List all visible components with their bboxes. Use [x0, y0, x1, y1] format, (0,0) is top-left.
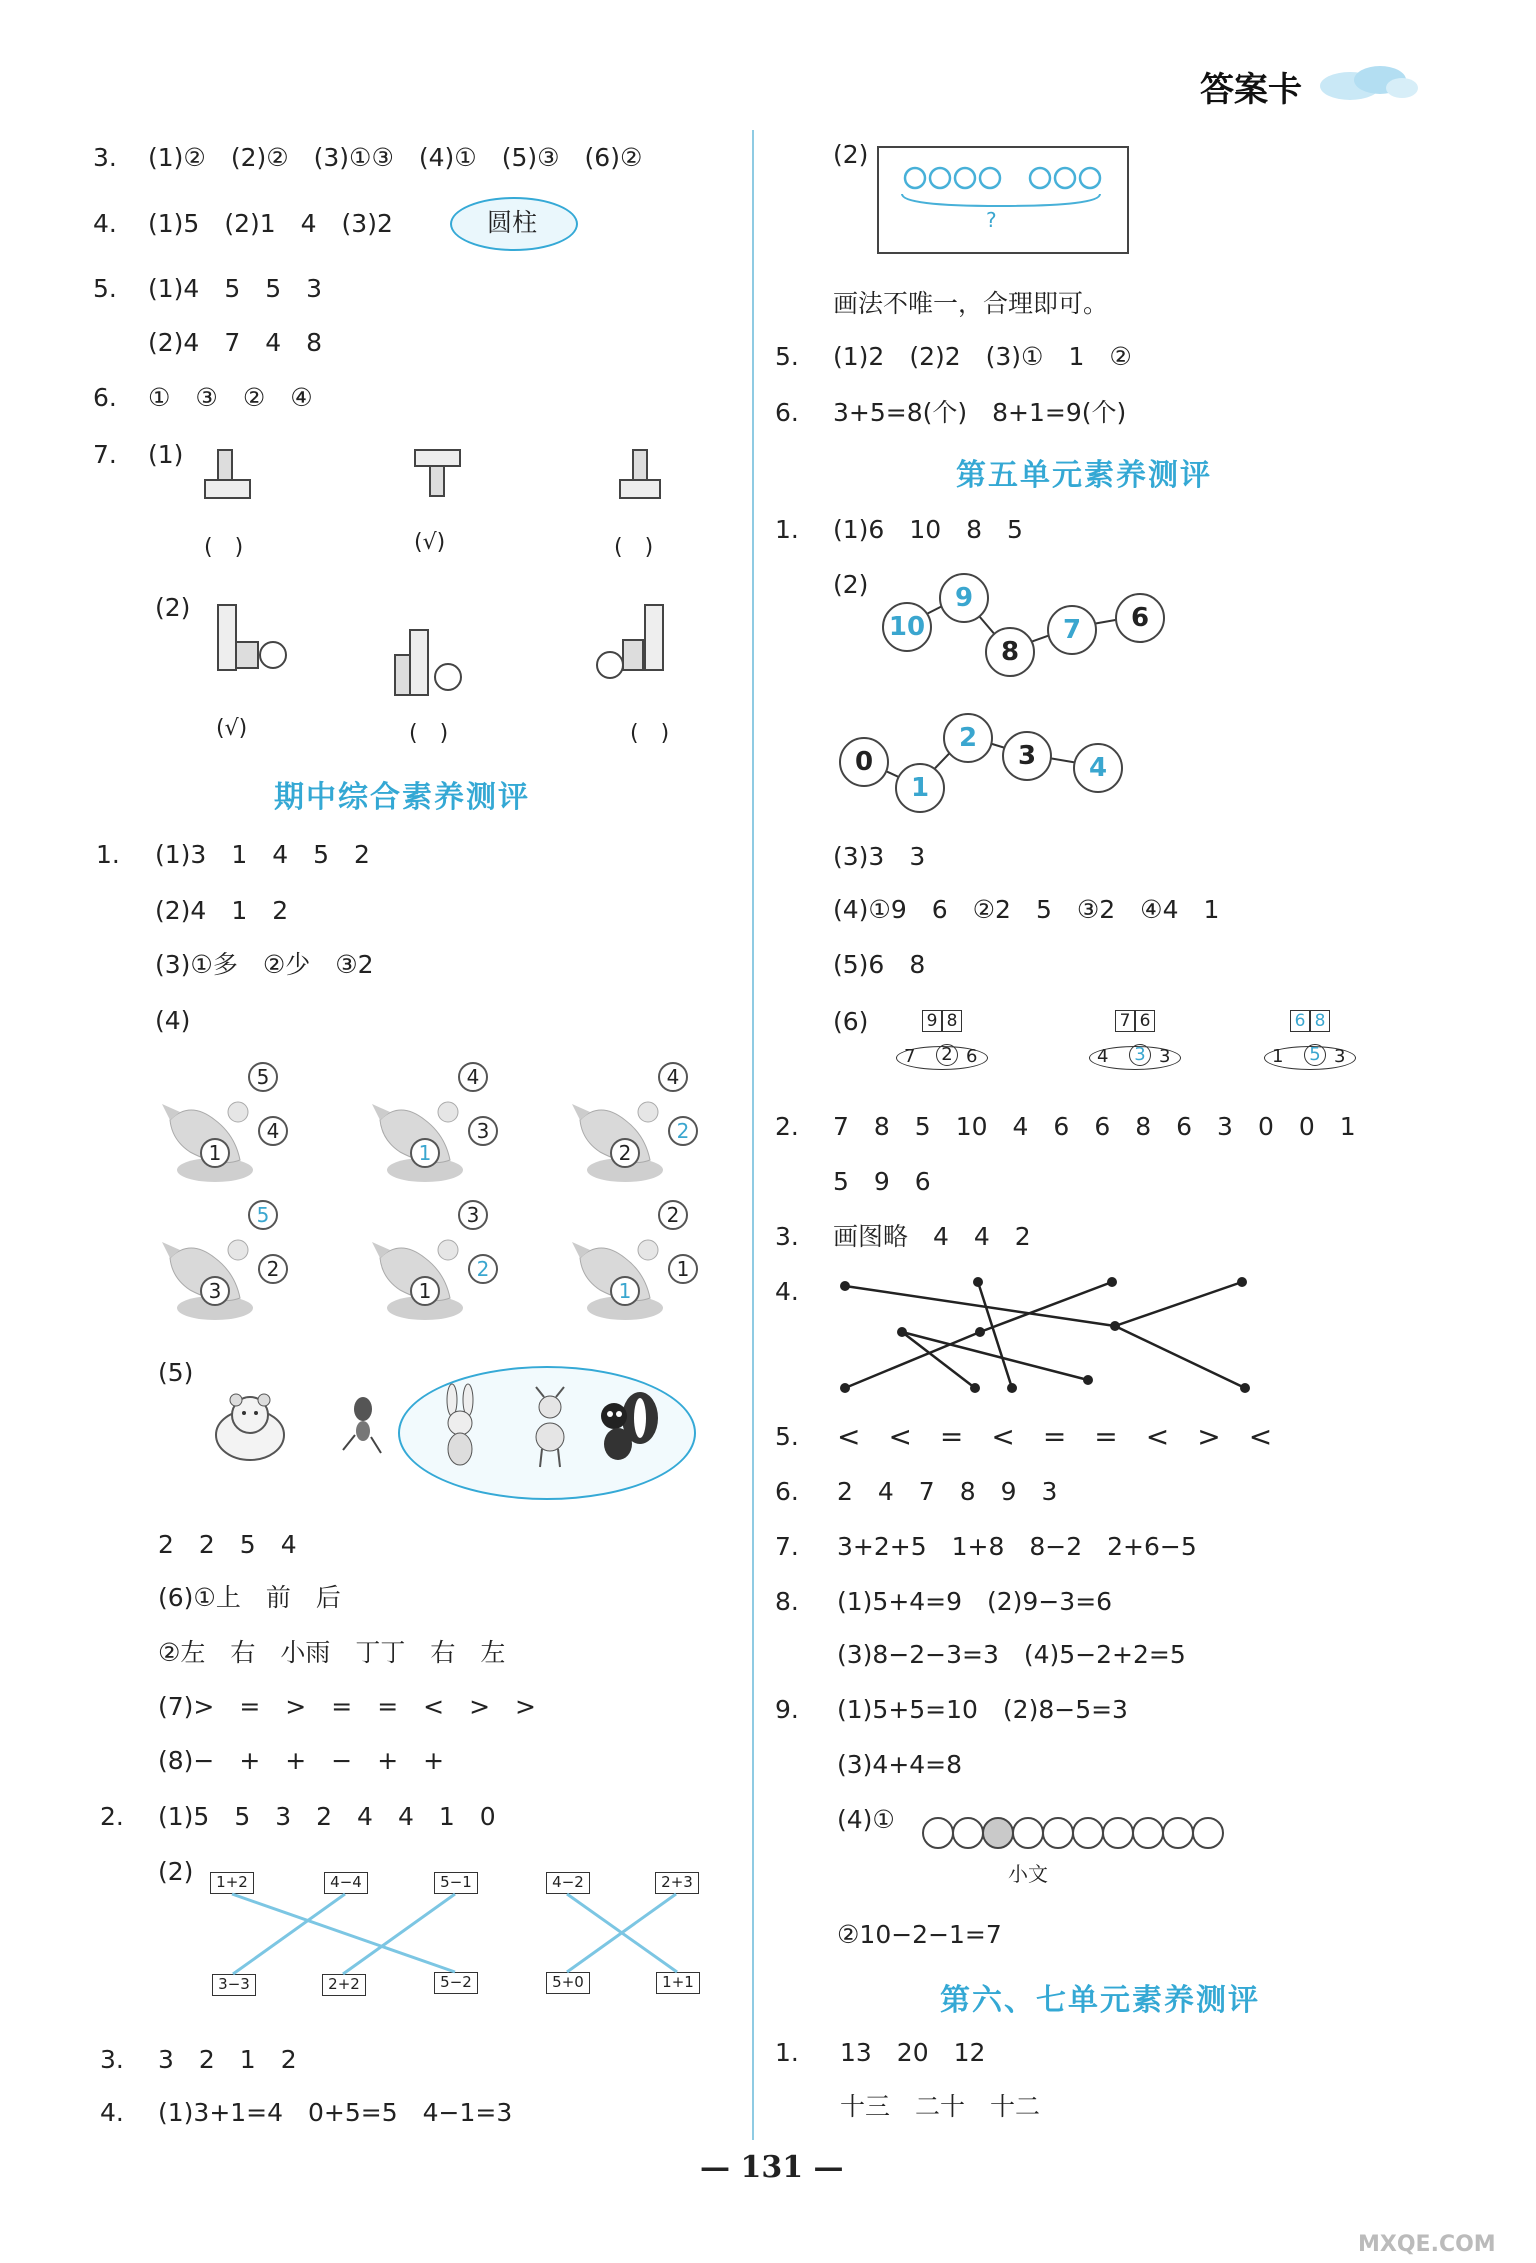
- q7-mark: ( ): [204, 535, 244, 560]
- r-q4-2-label: (2): [833, 140, 869, 169]
- q3-answer: (1)② (2)② (3)①③ (4)① (5)③ (6)②: [148, 143, 643, 172]
- queue-caption: 小文: [1008, 1862, 1048, 1886]
- u5-q9-l2: (3)4+4=8: [837, 1750, 963, 1779]
- split-value: 3: [1334, 1046, 1346, 1067]
- q7-number: 7.: [93, 440, 117, 469]
- u5-q6-number: 6.: [775, 1477, 799, 1506]
- split-value: 3: [1159, 1046, 1171, 1067]
- q4-answer: (1)5 (2)1 4 (3)2: [148, 209, 393, 238]
- q5-line1: (1)4 5 5 3: [148, 274, 323, 303]
- mid-q1-l3: (3)①多 ②少 ③2: [155, 950, 374, 979]
- split-value: 5: [1304, 1044, 1326, 1066]
- q6-answer: ① ③ ② ④: [148, 383, 313, 412]
- u5-q3-answer: 画图略 4 4 2: [833, 1222, 1031, 1251]
- u5-q8-number: 8.: [775, 1587, 799, 1616]
- queue-circle: [1102, 1817, 1134, 1849]
- chain-number: 6: [1115, 593, 1165, 643]
- match-box-bottom: 3−3: [212, 1974, 256, 1996]
- u5-q2-l1: 7 8 5 10 4 6 6 8 6 3 0 0 1: [833, 1112, 1356, 1141]
- q7-part2: (2): [155, 593, 191, 622]
- mid-q1-l7: (7)> = > = = < > >: [158, 1692, 536, 1721]
- number-ball: 2: [258, 1254, 288, 1284]
- u5-q1-l1: (1)6 10 8 5: [833, 515, 1023, 544]
- queue-circle: [1162, 1817, 1194, 1849]
- number-ball: 5: [248, 1062, 278, 1092]
- u5-q1-l5: (5)6 8: [833, 950, 926, 979]
- chain-number: 4: [1073, 743, 1123, 793]
- queue-circle: [1072, 1817, 1104, 1849]
- queue-circle: [1192, 1817, 1224, 1849]
- section-title-midterm: 期中综合素养测评: [274, 780, 530, 815]
- u5-q2-l2: 5 9 6: [833, 1167, 931, 1196]
- mid-q2-l1: (1)5 5 3 2 4 4 1 0: [158, 1802, 496, 1831]
- u5-q5-number: 5.: [775, 1422, 799, 1451]
- q7-mark: ( ): [630, 721, 670, 746]
- u5-q1-l3: (3)3 3: [833, 842, 926, 871]
- match-box-top: 1+2: [210, 1872, 254, 1894]
- number-ball: 1: [200, 1138, 230, 1168]
- number-ball: 4: [458, 1062, 488, 1092]
- u5-q7-number: 7.: [775, 1532, 799, 1561]
- page-number: — 131 —: [700, 2150, 844, 2185]
- mid-q2-number: 2.: [100, 1802, 124, 1831]
- split-box: 6: [1135, 1010, 1155, 1032]
- split-value: 7: [904, 1046, 916, 1067]
- q7-part1: (1): [148, 440, 184, 469]
- u5-q9-l3: (4)①: [837, 1805, 895, 1834]
- u5-q4-number: 4.: [775, 1277, 799, 1306]
- chain-number: 10: [882, 602, 932, 652]
- mid-q4-answer: (1)3+1=4 0+5=5 4−1=3: [158, 2098, 513, 2127]
- number-ball: 1: [668, 1254, 698, 1284]
- mid-q1-l1: (1)3 1 4 5 2: [155, 840, 370, 869]
- number-ball: 2: [668, 1116, 698, 1146]
- q6-number: 6.: [93, 383, 117, 412]
- mid-q1-l6a: (6)①上 前 后: [158, 1583, 341, 1612]
- split-box: 8: [1310, 1010, 1330, 1032]
- mid-q1-l5-answer: 2 2 5 4: [158, 1530, 297, 1559]
- split-box: 6: [1290, 1010, 1310, 1032]
- u5-q8-l2: (3)8−2−3=3 (4)5−2+2=5: [837, 1640, 1186, 1669]
- queue-circle: [982, 1817, 1014, 1849]
- chain-number: 9: [939, 573, 989, 623]
- q7-mark: (√): [414, 530, 446, 555]
- r-q5-answer: (1)2 (2)2 (3)① 1 ②: [833, 342, 1132, 371]
- header-title: 答案卡: [1200, 70, 1302, 110]
- q7-mark: (√): [216, 716, 248, 741]
- q5-line2: (2)4 7 4 8: [148, 328, 323, 357]
- split-value: 3: [1129, 1044, 1151, 1066]
- number-ball: 4: [258, 1116, 288, 1146]
- queue-circle: [1012, 1817, 1044, 1849]
- number-ball: 4: [658, 1062, 688, 1092]
- queue-circle: [952, 1817, 984, 1849]
- chain-number: 3: [1002, 731, 1052, 781]
- cylinder-label: 圆柱: [487, 208, 538, 237]
- u67-q1-number: 1.: [775, 2038, 799, 2067]
- section-title-unit67: 第六、七单元素养测评: [940, 1983, 1260, 2018]
- split-value: 4: [1097, 1046, 1109, 1067]
- split-box: 7: [1115, 1010, 1135, 1032]
- match-box-top: 5−1: [434, 1872, 478, 1894]
- line-matching-diagram: [830, 1270, 1260, 1400]
- number-ball: 2: [468, 1254, 498, 1284]
- u5-q1-l6: (6): [833, 1007, 869, 1036]
- u67-q1-l2: 十三 二十 十二: [840, 2092, 1041, 2121]
- number-ball: 5: [248, 1200, 278, 1230]
- mid-q4-number: 4.: [100, 2098, 124, 2127]
- u5-q9-l4: ②10−2−1=7: [837, 1920, 1002, 1949]
- chain-number: 8: [985, 627, 1035, 677]
- section-title-unit5: 第五单元素养测评: [956, 458, 1212, 493]
- u67-q1-l1: 13 20 12: [840, 2038, 986, 2067]
- q7-mark: ( ): [614, 535, 654, 560]
- u5-q1-l4: (4)①9 6 ②2 5 ③2 ④4 1: [833, 895, 1220, 924]
- q7-mark: ( ): [409, 721, 449, 746]
- u5-q9-number: 9.: [775, 1695, 799, 1724]
- r-q6-answer: 3+5=8(个) 8+1=9(个): [833, 398, 1127, 427]
- match-box-bottom: 1+1: [656, 1972, 700, 1994]
- r-note: 画法不唯一，合理即可。: [833, 289, 1109, 318]
- r-q5-number: 5.: [775, 342, 799, 371]
- u5-q2-number: 2.: [775, 1112, 799, 1141]
- queue-circle: [1042, 1817, 1074, 1849]
- q5-number: 5.: [93, 274, 117, 303]
- split-box: 8: [942, 1010, 962, 1032]
- queue-circle: [922, 1817, 954, 1849]
- number-ball: 1: [610, 1276, 640, 1306]
- number-ball: 2: [610, 1138, 640, 1168]
- match-box-top: 2+3: [655, 1872, 699, 1894]
- queue-circle: [1132, 1817, 1164, 1849]
- mid-q1-l2: (2)4 1 2: [155, 896, 289, 925]
- split-value: 2: [936, 1044, 958, 1066]
- u5-q5-answer: < < = < = = < > <: [837, 1420, 1273, 1453]
- u5-q8-l1: (1)5+4=9 (2)9−3=6: [837, 1587, 1113, 1616]
- mid-q3-answer: 3 2 1 2: [158, 2045, 297, 2074]
- u5-q9-l1: (1)5+5=10 (2)8−5=3: [837, 1695, 1128, 1724]
- match-box-top: 4−4: [324, 1872, 368, 1894]
- match-box-bottom: 5+0: [546, 1972, 590, 1994]
- u5-q1-number: 1.: [775, 515, 799, 544]
- u5-q1-l2: (2): [833, 570, 869, 599]
- chain-number: 1: [895, 763, 945, 813]
- chain-number: 2: [943, 713, 993, 763]
- u5-q7-answer: 3+2+5 1+8 8−2 2+6−5: [837, 1532, 1197, 1561]
- question-mark: ?: [986, 208, 997, 232]
- mid-q1-l4: (4): [155, 1006, 191, 1035]
- mid-q1-l6b: ②左 右 小雨 丁丁 右 左: [158, 1638, 506, 1667]
- chain-number: 7: [1047, 605, 1097, 655]
- r-q6-number: 6.: [775, 398, 799, 427]
- match-box-top: 4−2: [546, 1872, 590, 1894]
- number-ball: 1: [410, 1276, 440, 1306]
- mid-q2-l2: (2): [158, 1857, 194, 1886]
- number-ball: 3: [468, 1116, 498, 1146]
- header-cloud-icon: [1310, 58, 1420, 108]
- match-box-bottom: 2+2: [322, 1974, 366, 1996]
- number-ball: 2: [658, 1200, 688, 1230]
- q4-number: 4.: [93, 209, 117, 238]
- watermark: MXQE.COM: [1358, 2232, 1496, 2257]
- q3-number: 3.: [93, 143, 117, 172]
- split-box: 9: [922, 1010, 942, 1032]
- mid-q1-l5: (5): [158, 1358, 194, 1387]
- mid-q1-l8: (8)− + + − + +: [158, 1746, 445, 1775]
- number-ball: 3: [458, 1200, 488, 1230]
- mid-q1-number: 1.: [96, 840, 120, 869]
- match-box-bottom: 5−2: [434, 1972, 478, 1994]
- mid-q3-number: 3.: [100, 2045, 124, 2074]
- number-ball: 1: [410, 1138, 440, 1168]
- number-ball: 3: [200, 1276, 230, 1306]
- u5-q3-number: 3.: [775, 1222, 799, 1251]
- split-value: 6: [966, 1046, 978, 1067]
- chain-number: 0: [839, 737, 889, 787]
- u5-q6-answer: 2 4 7 8 9 3: [837, 1477, 1058, 1506]
- split-value: 1: [1272, 1046, 1284, 1067]
